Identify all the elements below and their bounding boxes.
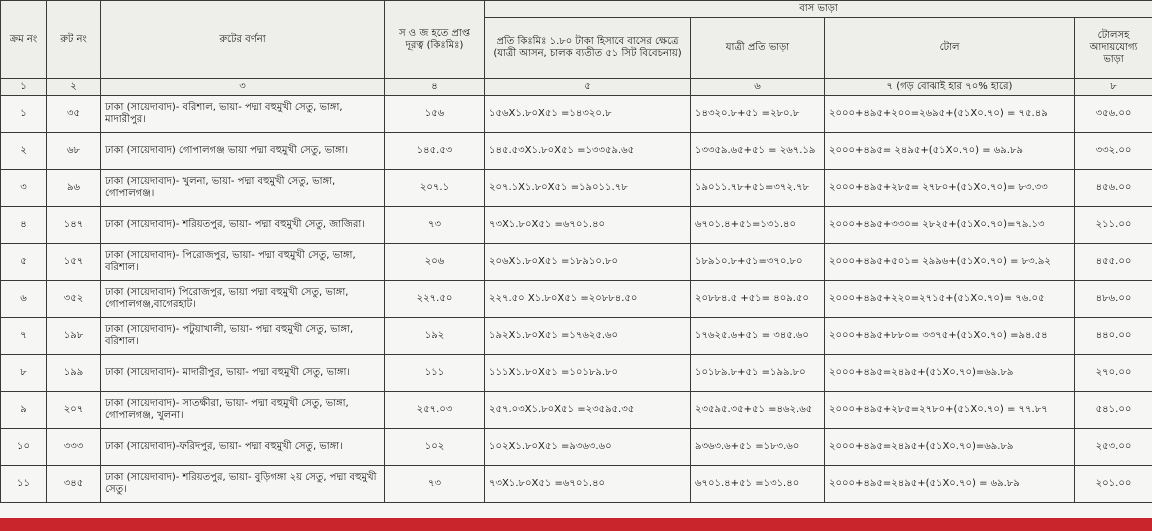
toll-cell: ২০০০+৪৯৫=২৪৯৫+(৫১X০.৭০)=৬৯.৮৯ bbox=[825, 355, 1075, 392]
fare-calc-cell: ২২৭.৫০ X১.৮০X৫১ =২০৮৮৪.৫০ bbox=[485, 281, 691, 318]
fare-calc-cell: ১০২X১.৮০X৫১ =৯৩৬৩.৬০ bbox=[485, 429, 691, 466]
per-passenger-cell: ১০১৮৯.৮+৫১ =১৯৯.৮০ bbox=[691, 355, 825, 392]
toll-cell: ২০০০+৪৯৫+৮৮০= ৩৩৭৫+(৫১X০.৭০) =৯৪.৫৪ bbox=[825, 318, 1075, 355]
bottom-red-bar bbox=[0, 518, 1152, 531]
table-row bbox=[1, 318, 1152, 355]
route-desc-cell: ঢাকা (সায়েদাবাদ)- পটুয়াখালী, ভায়া- পদ্মা বহুমুখী সেতু, ভাঙ্গা, বরিশাল। bbox=[101, 318, 385, 355]
serial-cell: ৭ bbox=[1, 318, 47, 355]
table-row bbox=[1, 392, 1152, 429]
col-number: ৬ bbox=[691, 79, 825, 96]
distance-cell: ২২৭.৫০ bbox=[385, 281, 485, 318]
route-no-cell: ৩৫২ bbox=[47, 281, 101, 318]
toll-cell: ২০০০+৪৯৫=২৪৯৫+(৫১X০.৭০)=৬৯.৮৯ bbox=[825, 429, 1075, 466]
toll-cell: ২০০০+৪৯৫= ২৪৯৫+(৫১X০.৭০) = ৬৯.৮৯ bbox=[825, 133, 1075, 170]
route-no-cell: ১৯৮ bbox=[47, 318, 101, 355]
fare-calc-cell: ১৫৬X১.৮০X৫১ =১৪৩২০.৮ bbox=[485, 96, 691, 133]
serial-cell: ৯ bbox=[1, 392, 47, 429]
per-passenger-cell: ৬৭০১.৪+৫১ =১৩১.৪০ bbox=[691, 466, 825, 503]
table-row bbox=[1, 96, 1152, 133]
toll-cell: ২০০০+৪৯৫=২৪৯৫+(৫১X০.৭০) = ৬৯.৮৯ bbox=[825, 466, 1075, 503]
toll-cell: ২০০০+৪৯৫+২৮৫= ২৭৮০+(৫১X০.৭০)= ৮৩.৩৩ bbox=[825, 170, 1075, 207]
route-desc-cell: ঢাকা (সায়েদাবাদ)- পিরোজপুর, ভায়া- পদ্মা বহুমুখী সেতু, ভাঙ্গা, বরিশাল। bbox=[101, 244, 385, 281]
fare-calc-cell: ৭৩X১.৮০X৫১ =৬৭০১.৪০ bbox=[485, 207, 691, 244]
route-no-cell: ১৫৭ bbox=[47, 244, 101, 281]
table-row bbox=[1, 170, 1152, 207]
toll-cell: ২০০০+৪৯৫+৫০১= ২৯৯৬+(৫১X০.৭০) = ৮৩.৯২ bbox=[825, 244, 1075, 281]
per-passenger-cell: ২৩৫৯৫.৩৫+৫১ =৪৬২.৬৫ bbox=[691, 392, 825, 429]
route-desc-cell: ঢাকা (সায়েদাবাদ)- বরিশাল, ভায়া- পদ্মা বহুমুখী সেতু, ভাঙ্গা, মাদারীপুর। bbox=[101, 96, 385, 133]
total-fare-cell: ৩৫৬.০০ bbox=[1075, 96, 1152, 133]
route-desc-cell: ঢাকা (সায়েদাবাদ)- শরিয়তপুর, ভায়া- পদ্মা বহুমুখী সেতু, জাজিরা। bbox=[101, 207, 385, 244]
total-fare-cell: ৪৫৬.০০ bbox=[1075, 170, 1152, 207]
toll-cell: ২০০০+৪৯৫+২৮৫=২৭৮০+(৫১X০.৭০) = ৭৭.৮৭ bbox=[825, 392, 1075, 429]
distance-cell: ১৪৫.৫৩ bbox=[385, 133, 485, 170]
distance-cell: ১১১ bbox=[385, 355, 485, 392]
total-fare-cell: ২১১.০০ bbox=[1075, 207, 1152, 244]
total-fare-cell: ২০১.০০ bbox=[1075, 466, 1152, 503]
fare-calc-cell: ১১১X১.৮০X৫১ =১০১৮৯.৮০ bbox=[485, 355, 691, 392]
toll-cell: ২০০০+৪৯৫+৩৩০= ২৮২৫+(৫১X০.৭০)=৭৯.১৩ bbox=[825, 207, 1075, 244]
per-passenger-cell: ১৮৯১০.৮+৫১=৩৭০.৮০ bbox=[691, 244, 825, 281]
header-toll: টোল bbox=[825, 18, 1075, 79]
fare-calc-cell: ১৯২X১.৮০X৫১ =১৭৬২৫.৬০ bbox=[485, 318, 691, 355]
route-no-cell: ২০৭ bbox=[47, 392, 101, 429]
header-fare-calc: প্রতি কিঃমিঃ ১.৮০ টাকা হিসাবে বাসের ক্ষেত্রে (যাত্রী আসন, চালক ব্যতীত ৫১ সিট বিবেচনায়) bbox=[485, 18, 691, 79]
total-fare-cell: ৩৩২.০০ bbox=[1075, 133, 1152, 170]
per-passenger-cell: ১৪৩২০.৮+৫১ =২৮০.৮ bbox=[691, 96, 825, 133]
serial-cell: ১০ bbox=[1, 429, 47, 466]
total-fare-cell: ২৫৩.০০ bbox=[1075, 429, 1152, 466]
per-passenger-cell: ৯৩৬৩.৬+৫১ =১৮৩.৬০ bbox=[691, 429, 825, 466]
route-desc-cell: ঢাকা (সায়েদাবাদ)- শরিয়তপুর, ভায়া- বুড়িগঙ্গা ২য় সেতু, পদ্মা বহুমুখী সেতু। bbox=[101, 466, 385, 503]
total-fare-cell: ৪৫৫.০০ bbox=[1075, 244, 1152, 281]
per-passenger-cell: ২০৮৮৪.৫ +৫১= ৪০৯.৫০ bbox=[691, 281, 825, 318]
route-no-cell: ৩৩৩ bbox=[47, 429, 101, 466]
header-route-no: রুট নং bbox=[47, 1, 101, 79]
header-total-with-toll: টোলসহ আদায়যোগ্য ভাড়া bbox=[1075, 18, 1152, 79]
col-number: ৪ bbox=[385, 79, 485, 96]
per-passenger-cell: ১৭৬২৫.৬+৫১ = ৩৪৫.৬০ bbox=[691, 318, 825, 355]
route-no-cell: ১৯৯ bbox=[47, 355, 101, 392]
distance-cell: ১৫৬ bbox=[385, 96, 485, 133]
serial-cell: ২ bbox=[1, 133, 47, 170]
table-row bbox=[1, 281, 1152, 318]
route-desc-cell: ঢাকা (সায়েদাবাদ) গোপালগঞ্জ ভায়া পদ্মা বহুমুখী সেতু, ভাঙ্গা। bbox=[101, 133, 385, 170]
total-fare-cell: ৪৪০.০০ bbox=[1075, 318, 1152, 355]
fare-rows bbox=[1, 96, 1152, 503]
col-number: ৩ bbox=[101, 79, 385, 96]
serial-cell: ৮ bbox=[1, 355, 47, 392]
serial-cell: ৪ bbox=[1, 207, 47, 244]
route-no-cell: ১৪৭ bbox=[47, 207, 101, 244]
per-passenger-cell: ১৯০১১.৭৮+৫১=৩৭২.৭৮ bbox=[691, 170, 825, 207]
fare-calc-cell: ২০৭.১X১.৮০X৫১ =১৯০১১.৭৮ bbox=[485, 170, 691, 207]
col-number: ২ bbox=[47, 79, 101, 96]
distance-cell: ৭৩ bbox=[385, 466, 485, 503]
fare-calc-cell: ৭৩X১.৮০X৫১ =৬৭০১.৪০ bbox=[485, 466, 691, 503]
route-desc-cell: ঢাকা (সায়েদাবাদ)- মাদারীপুর, ভায়া- পদ্মা বহুমুখী সেতু, ভাঙ্গা। bbox=[101, 355, 385, 392]
total-fare-cell: ৫৪১.০০ bbox=[1075, 392, 1152, 429]
table-row bbox=[1, 244, 1152, 281]
table-row bbox=[1, 207, 1152, 244]
serial-cell: ১১ bbox=[1, 466, 47, 503]
col-number: ১ bbox=[1, 79, 47, 96]
route-desc-cell: ঢাকা (সায়েদাবাদ)- সাতক্ষীরা, ভায়া- পদ্মা বহুমুখী সেতু, ভাঙ্গা, গোপালগঞ্জ, খুলনা। bbox=[101, 392, 385, 429]
route-no-cell: ৩৪৫ bbox=[47, 466, 101, 503]
serial-cell: ৬ bbox=[1, 281, 47, 318]
total-fare-cell: ২৭০.০০ bbox=[1075, 355, 1152, 392]
route-desc-cell: ঢাকা (সায়েদাবাদ)-ফরিদপুর, ভায়া- পদ্মা বহুমুখী সেতু, ভাঙ্গা। bbox=[101, 429, 385, 466]
per-passenger-cell: ১৩৩৫৯.৬৫+৫১ = ২৬৭.১৯ bbox=[691, 133, 825, 170]
header-serial: ক্রম নং bbox=[1, 1, 47, 79]
distance-cell: ১৯২ bbox=[385, 318, 485, 355]
header-bus-fare: বাস ভাড়া bbox=[485, 1, 1152, 18]
route-no-cell: ৬৮ bbox=[47, 133, 101, 170]
fare-calc-cell: ২০৬X১.৮০X৫১ =১৮৯১০.৮০ bbox=[485, 244, 691, 281]
header-distance: স ও জ হতে প্রাপ্ত দূরত্ব (কিঃমিঃ) bbox=[385, 1, 485, 79]
distance-cell: ২৫৭.০৩ bbox=[385, 392, 485, 429]
serial-cell: ৩ bbox=[1, 170, 47, 207]
distance-cell: ২০৭.১ bbox=[385, 170, 485, 207]
toll-cell: ২০০০+৪৯৫+২২০=২৭১৫+(৫১X০.৭০)= ৭৬.০৫ bbox=[825, 281, 1075, 318]
route-desc-cell: ঢাকা (সায়েদাবাদ) পিরোজপুর, ভায়া পদ্মা বহুমুখী সেতু, ভাঙ্গা, গোপালগঞ্জ,বাগেরহাট। bbox=[101, 281, 385, 318]
total-fare-cell: ৪৮৬.০০ bbox=[1075, 281, 1152, 318]
table-row bbox=[1, 466, 1152, 503]
fare-calc-cell: ১৪৫.৫৩X১.৮০X৫১ =১৩৩৫৯.৬৫ bbox=[485, 133, 691, 170]
distance-cell: ২০৬ bbox=[385, 244, 485, 281]
distance-cell: ১০২ bbox=[385, 429, 485, 466]
header-per-passenger: যাত্রী প্রতি ভাড়া bbox=[691, 18, 825, 79]
route-no-cell: ৩৫ bbox=[47, 96, 101, 133]
table-row bbox=[1, 355, 1152, 392]
serial-cell: ১ bbox=[1, 96, 47, 133]
per-passenger-cell: ৬৭০১.৪+৫১=১৩১.৪০ bbox=[691, 207, 825, 244]
route-no-cell: ৯৬ bbox=[47, 170, 101, 207]
header-route-desc: রুটের বর্ণনা bbox=[101, 1, 385, 79]
col-number: ৮ bbox=[1075, 79, 1152, 96]
table-row bbox=[1, 133, 1152, 170]
serial-cell: ৫ bbox=[1, 244, 47, 281]
distance-cell: ৭৩ bbox=[385, 207, 485, 244]
toll-cell: ২০০০+৪৯৫+২০০=২৬৯৫+(৫১X০.৭০) = ৭৫.৪৯ bbox=[825, 96, 1075, 133]
table-row bbox=[1, 429, 1152, 466]
column-number-row bbox=[1, 79, 1152, 96]
fare-calc-cell: ২৫৭.০৩X১.৮০X৫১ =২৩৫৯৫.৩৫ bbox=[485, 392, 691, 429]
col-number: ৭ (গড় বোঝাই হার ৭০% হারে) bbox=[825, 79, 1075, 96]
route-desc-cell: ঢাকা (সায়েদাবাদ)- খুলনা, ভায়া- পদ্মা বহুমুখী সেতু, ভাঙ্গা, গোপালগঞ্জ। bbox=[101, 170, 385, 207]
col-number: ৫ bbox=[485, 79, 691, 96]
